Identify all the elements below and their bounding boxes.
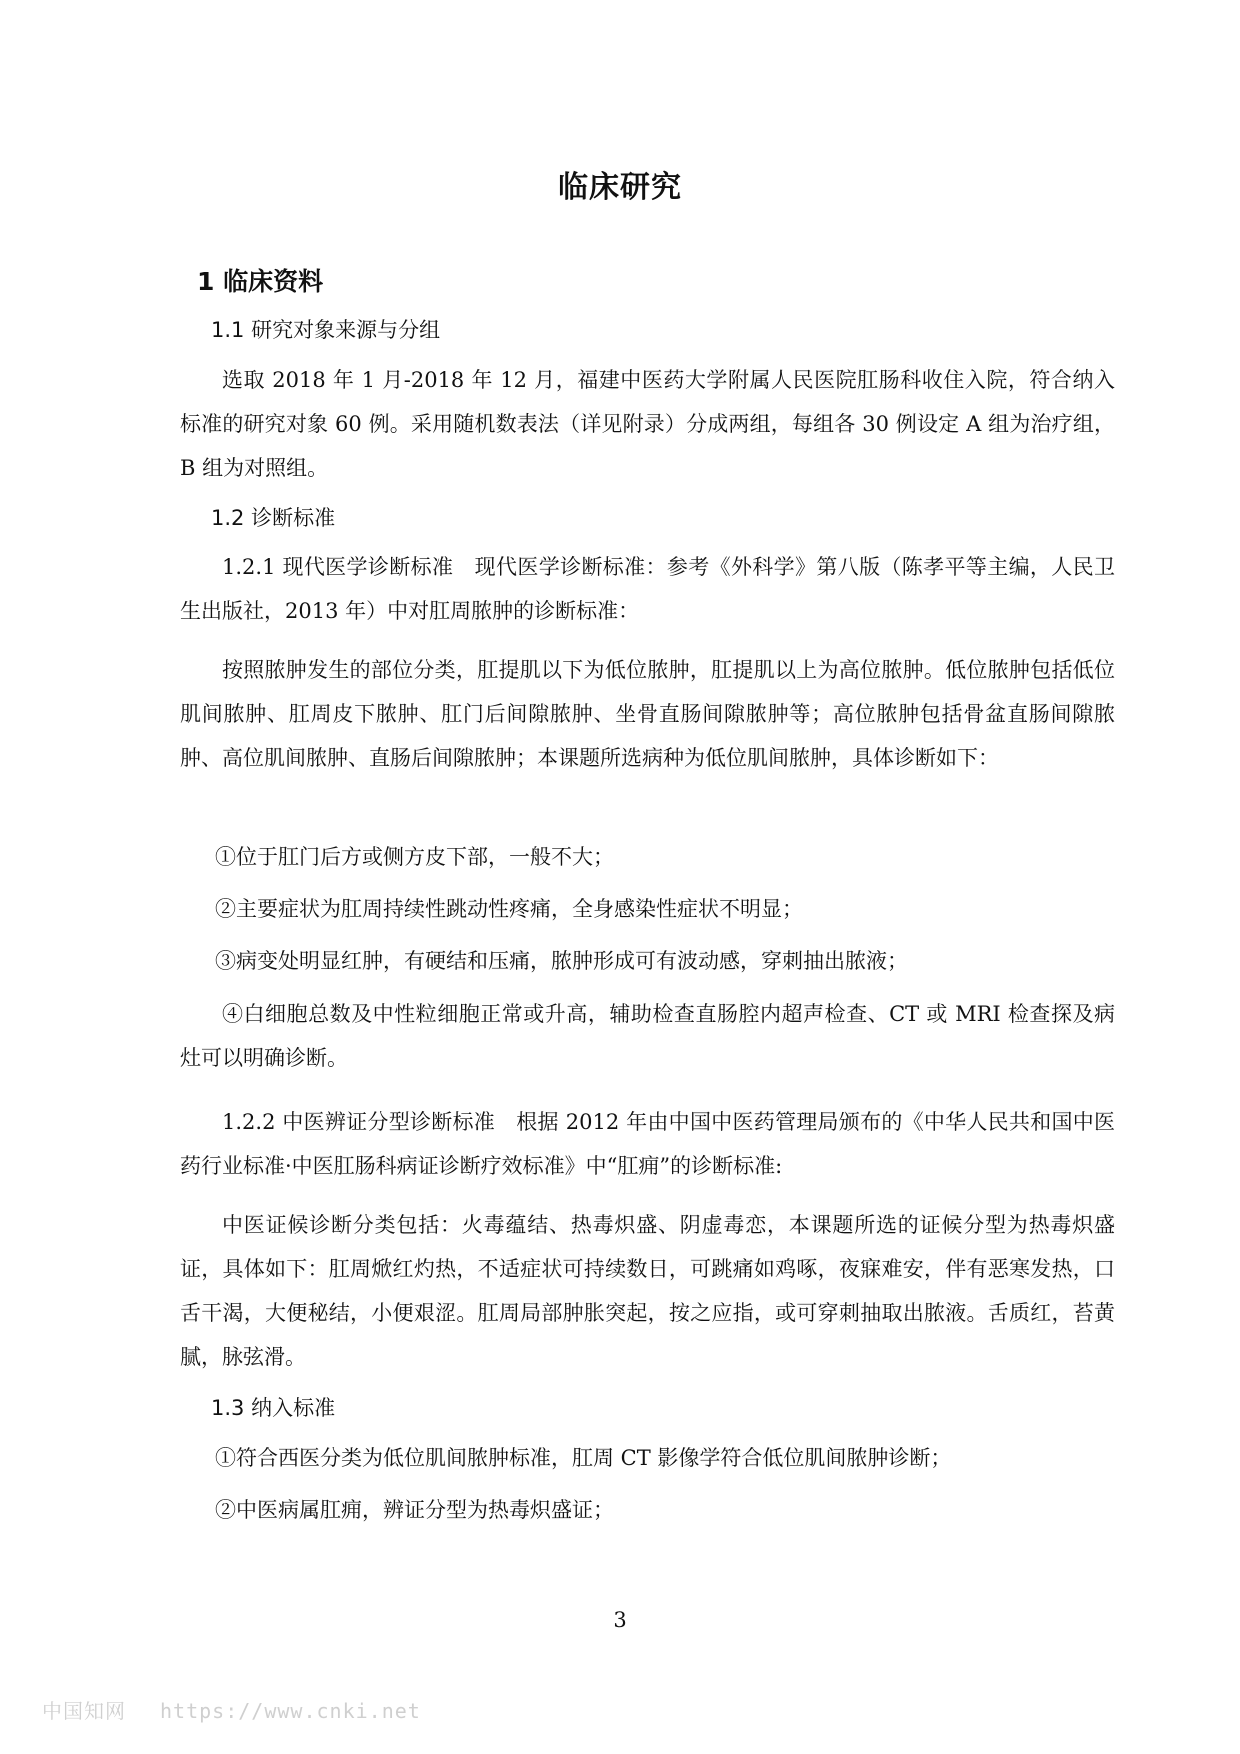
paragraph-tcm-syndrome: 中医证候诊断分类包括：火毒蕴结、热毒炽盛、阴虚毒恋，本课题所选的证候分型为热毒炽盛证，具体如下：肛周焮红灼热，不适症状可持续数日，可跳痛如鸡啄，夜寐难安，伴有恶寒发热，口舌干渴，大便秘结，小便艰涩。肛周局部肿胀突起，按之应指，或可穿刺抽取出脓液。舌质红，苔黄腻，脉弦滑。 (180, 1213, 1115, 1369)
watermark-site-name: 中国知网 (42, 1699, 126, 1723)
paragraph-1-1: 选取 2018 年 1 月-2018 年 12 月，福建中医药大学附属人民医院肛肠科收住入院，符合纳入标准的研究对象 60 例。采用随机数表法（详见附录）分成两组，每组各 30 例设定 A 组为治疗组，B 组为对照组。 (180, 368, 1115, 480)
diagnosis-item-3: ③病变处明显红肿，有硬结和压痛，脓肿形成可有波动感，穿刺抽出脓液； (215, 949, 908, 973)
paragraph-1-2-1: 1.2.1 现代医学诊断标准 现代医学诊断标准：参考《外科学》第八版（陈孝平等主编，人民卫生出版社，2013 年）中对肛周脓肿的诊断标准： (180, 555, 1115, 623)
inclusion-item-2: ②中医病属肛痈，辨证分型为热毒炽盛证； (215, 1498, 614, 1522)
section-heading-1: 1 临床资料 (197, 267, 324, 296)
cnki-watermark (42, 1695, 421, 1724)
page-number: 3 (613, 1608, 627, 1632)
diagnosis-item-2: ②主要症状为肛周持续性跳动性疼痛，全身感染性症状不明显； (215, 897, 803, 921)
subsection-heading-1-1: 1.1 研究对象来源与分组 (211, 318, 441, 342)
page-title: 临床研究 (558, 170, 682, 205)
subsection-heading-1-2: 1.2 诊断标准 (211, 506, 336, 530)
watermark-url: https://www.cnki.net (160, 1699, 421, 1723)
diagnosis-item-4: ④白细胞总数及中性粒细胞正常或升高，辅助检查直肠腔内超声检查、CT 或 MRI 检查探及病灶可以明确诊断。 (180, 1002, 1115, 1070)
paragraph-1-2-2: 1.2.2 中医辨证分型诊断标准 根据 2012 年由中国中医药管理局颁布的《中华人民共和国中医药行业标准·中医肛肠科病证诊断疗效标准》中“肛痈”的诊断标准: (180, 1110, 1115, 1178)
inclusion-item-1: ①符合西医分类为低位肌间脓肿标准，肛周 CT 影像学符合低位肌间脓肿诊断； (215, 1446, 952, 1470)
diagnosis-item-1: ①位于肛门后方或侧方皮下部，一般不大； (215, 845, 614, 869)
subsection-heading-1-3: 1.3 纳入标准 (211, 1396, 336, 1420)
paragraph-classification: 按照脓肿发生的部位分类，肛提肌以下为低位脓肿，肛提肌以上为高位脓肿。低位脓肿包括低位肌间脓肿、肛周皮下脓肿、肛门后间隙脓肿、坐骨直肠间隙脓肿等；高位脓肿包括骨盆直肠间隙脓肿、高位肌间脓肿、直肠后间隙脓肿；本课题所选病种为低位肌间脓肿，具体诊断如下： (180, 658, 1115, 770)
